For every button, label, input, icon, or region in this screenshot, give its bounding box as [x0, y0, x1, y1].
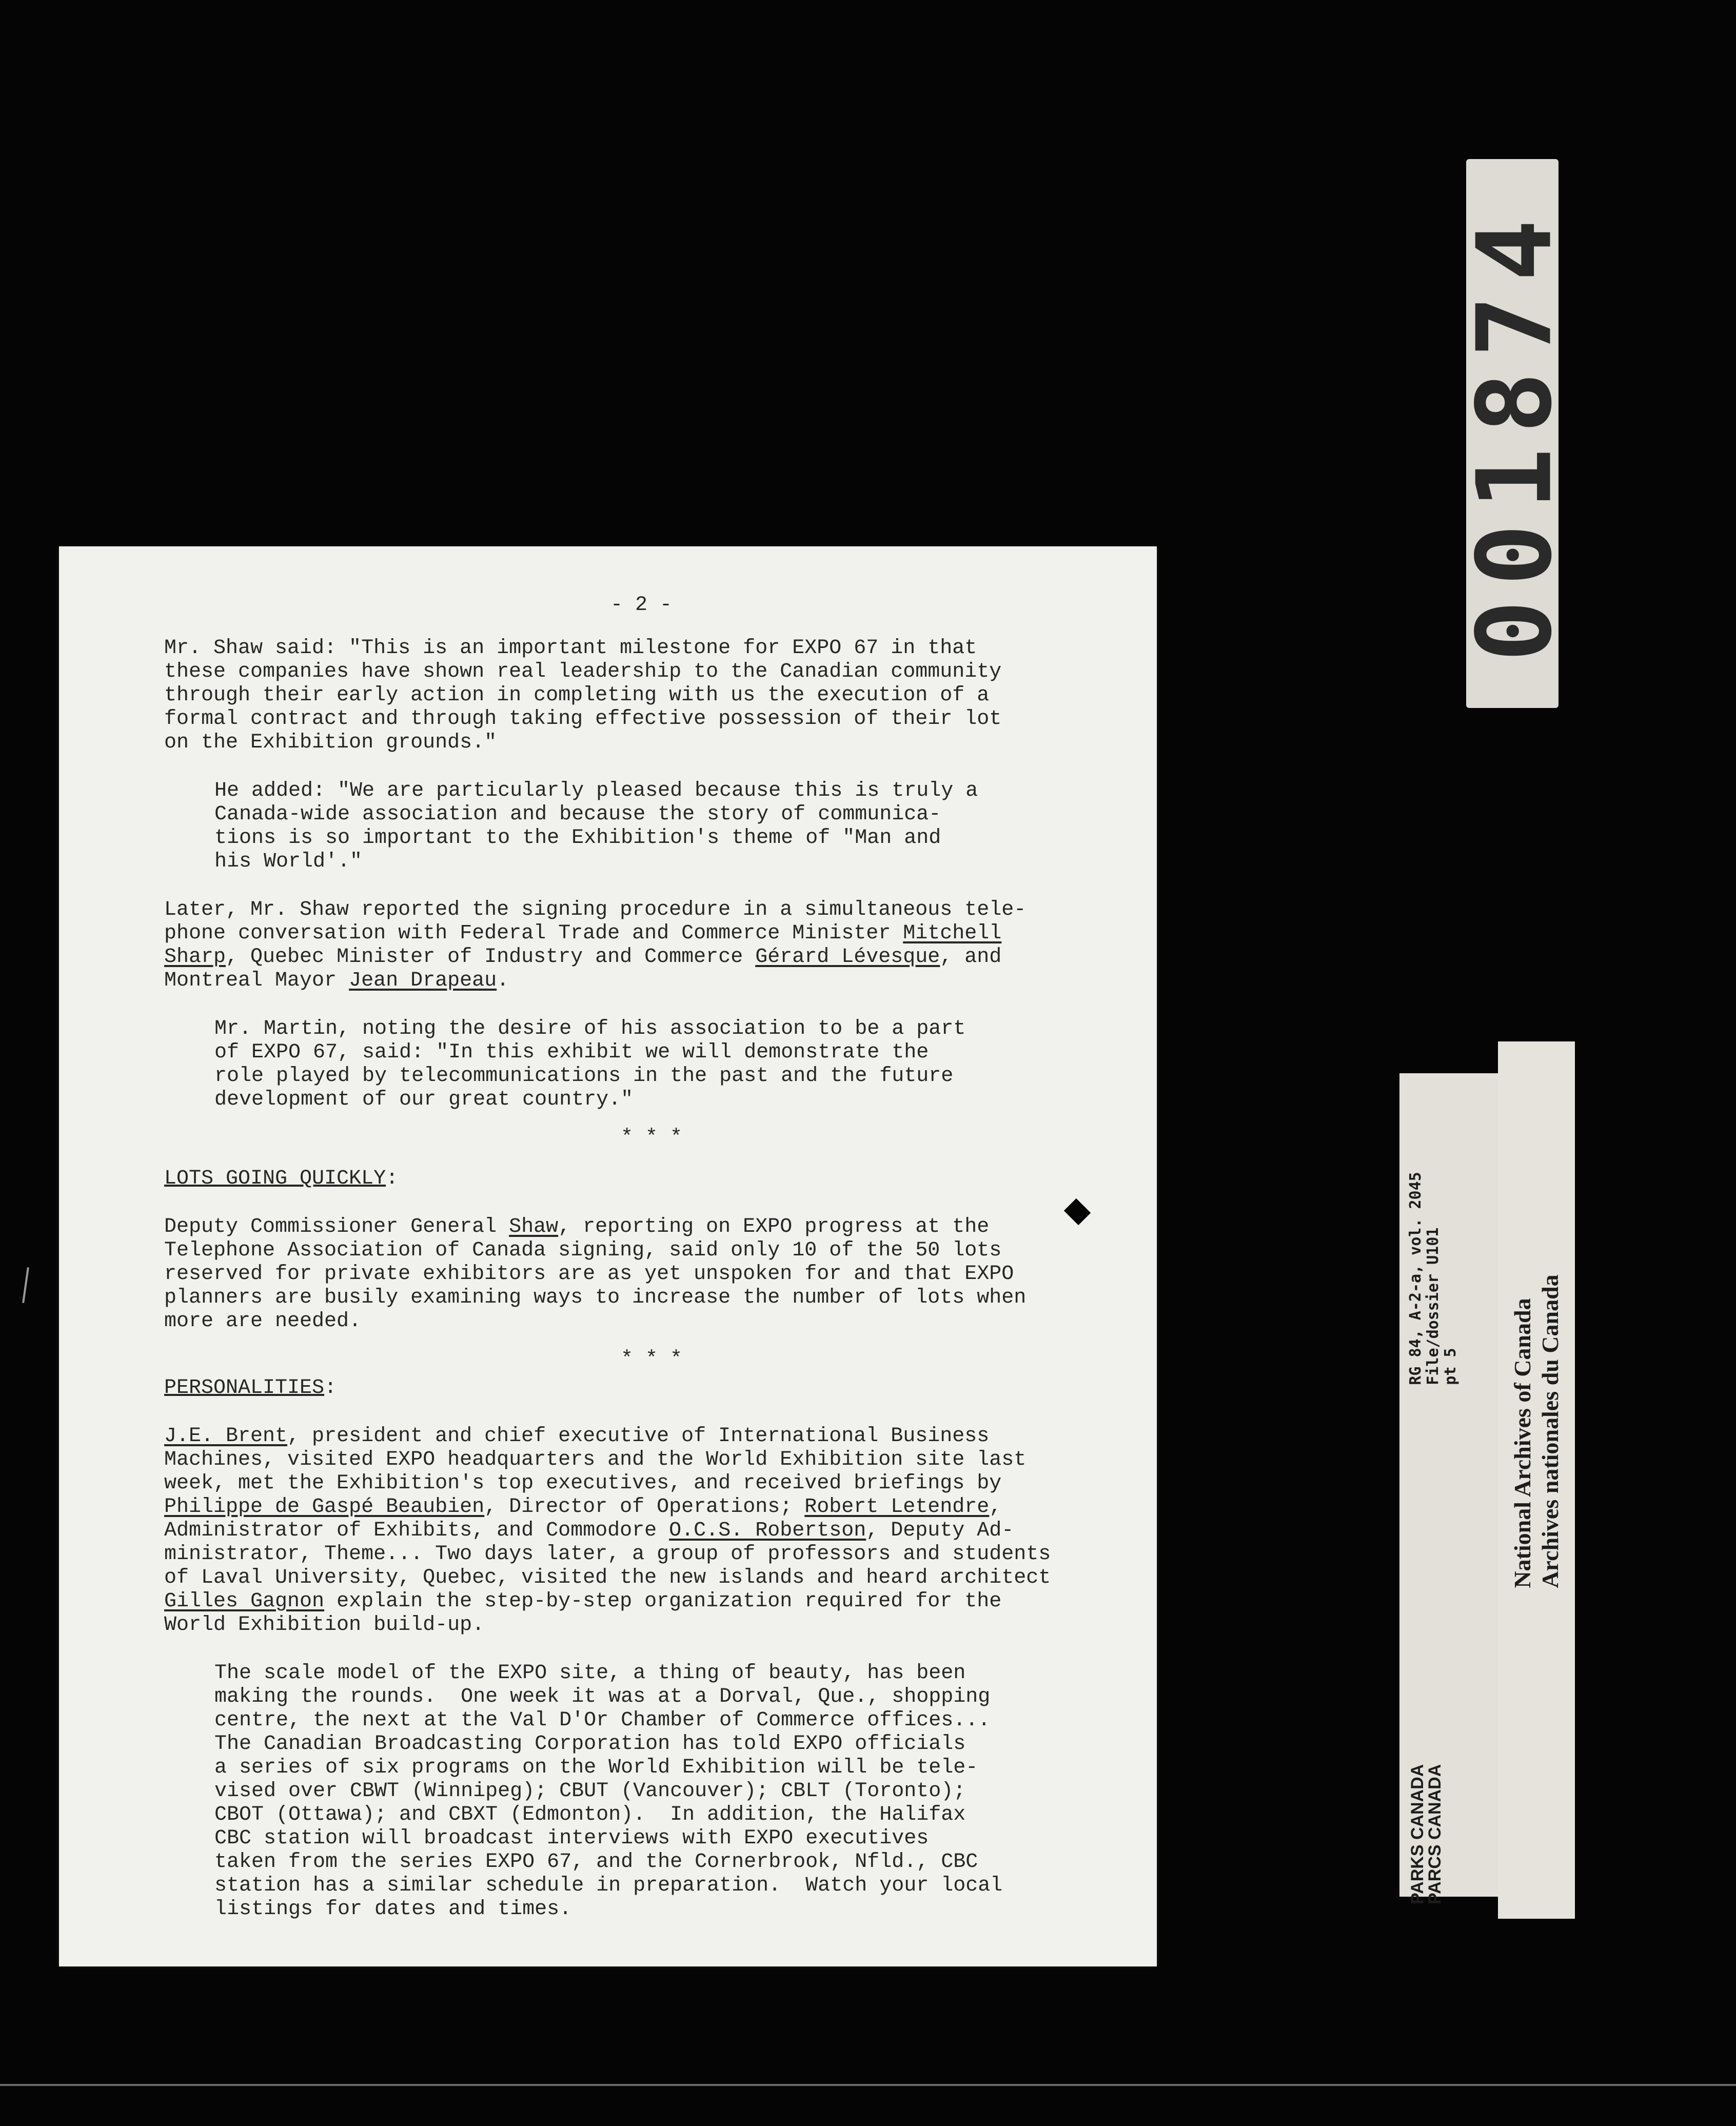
- paragraph-signing-procedure: Later, Mr. Shaw reported the signing procedure in a simultaneous tele- phone conversation with Federal Trade and Commerce Minister Mitchell Sharp, Quebec Minister of Industry and Commerce Gérard Lévesque, and Montreal Mayor Jean Drapeau.: [164, 898, 1027, 992]
- heading-personalities: PERSONALITIES:: [164, 1376, 337, 1400]
- name-beaubien: Philippe de Gaspé Beaubien: [164, 1495, 485, 1519]
- section-separator: * * *: [620, 1126, 683, 1149]
- frame-number-label: [1455, 159, 1575, 708]
- name-sharp: Sharp: [164, 946, 226, 969]
- name-shaw: Shaw: [509, 1215, 559, 1238]
- name-levesque: Gérard Lévesque: [755, 946, 940, 969]
- name-letendre: Robert Letendre: [804, 1495, 990, 1519]
- name-brent: J.E. Brent: [164, 1425, 288, 1448]
- paragraph-scale-model: The scale model of the EXPO site, a thing of beauty, has been making the rounds. One week it was at a Dorval, Que., shopping centre, the next at the Val D'Or Chamber of Commerce offices... The Canadian Broadcasting Corporation has told EXPO officials a series of six programs on the World Exhibition will be tele- vised over CBWT (Winnipeg); CBUT (Vancouver); CBLT (Toronto); CBOT (Ottawa); and CBXT (Edmonton). In addition, the Halifax CBC station will broadcast interviews with EXPO executives taken from the series EXPO 67, and the Cornerbrook, Nfld., CBC station has a similar schedule in preparation. Watch your local listings for dates and times.: [214, 1662, 1003, 1921]
- name-robertson: O.C.S. Robertson: [669, 1519, 866, 1542]
- paragraph-martin-quote: Mr. Martin, noting the desire of his association to be a part of EXPO 67, said: "In this exhibit we will demonstrate the role played by telecommunications in the past and the future development of our great country.": [214, 1017, 966, 1111]
- document-page: [59, 546, 1157, 1966]
- paragraph-shaw-quote: Mr. Shaw said: "This is an important milestone for EXPO 67 in that these companies have shown real leadership to the Canadian community through their early action in completing with us the execution of a formal contract and through taking effective possession of their lot on the Exhibition grounds.": [164, 637, 1002, 754]
- heading-lots-going-quickly: LOTS GOING QUICKLY:: [164, 1167, 399, 1190]
- national-archives-text: National Archives of Canada Archives nationales du Canada: [1509, 1274, 1563, 1588]
- film-edge-line: [0, 2084, 1736, 2086]
- film-scratch: [22, 1267, 29, 1303]
- frame-number: 001874: [1455, 205, 1575, 662]
- section-separator: * * *: [620, 1348, 683, 1371]
- name-drapeau: Jean Drapeau: [349, 969, 497, 992]
- document-body: [164, 594, 1139, 1946]
- name-gagnon: Gilles Gagnon: [164, 1590, 325, 1613]
- paragraph-personalities: J.E. Brent, president and chief executive of International Business Machines, visited EXPO headquarters and the World Exhibition site last week, met the Exhibition's top executives, and received briefings by Philippe de Gaspé Beaubien, Director of Operations; Robert Letendre, Administrator of Exhibits, and Commodore O.C.S. Robertson, Deputy Ad- ministrator, Theme... Two days later, a group of professors and students of Laval University, Quebec, visited the new islands and heard architect Gilles Gagnon explain the step-by-step organization required for the World Exhibition build-up.: [164, 1425, 1051, 1637]
- parks-canada-text: PARKS CANADA PARCS CANADA: [1408, 1764, 1445, 1904]
- name-mitchell: Mitchell: [903, 922, 1002, 945]
- reference-number: RG 84, A-2-a, vol. 2045 File/dossier U101 pt 5: [1407, 1172, 1459, 1385]
- page-number: - 2 -: [610, 594, 673, 617]
- paragraph-lots: Deputy Commissioner General Shaw, reporting on EXPO progress at the Telephone Association of Canada signing, said only 10 of the 50 lots reserved for private exhibitors are as yet unspoken for and that EXPO planners are busily examining ways to increase the number of lots when more are needed.: [164, 1215, 1027, 1333]
- national-archives-label: [1498, 1041, 1575, 1919]
- parks-canada-label: [1399, 1073, 1498, 1904]
- paragraph-added-quote: He added: "We are particularly pleased because this is truly a Canada-wide association and because the story of communica- tions is so important to the Exhibition's theme of "Man and his World'.": [214, 779, 978, 873]
